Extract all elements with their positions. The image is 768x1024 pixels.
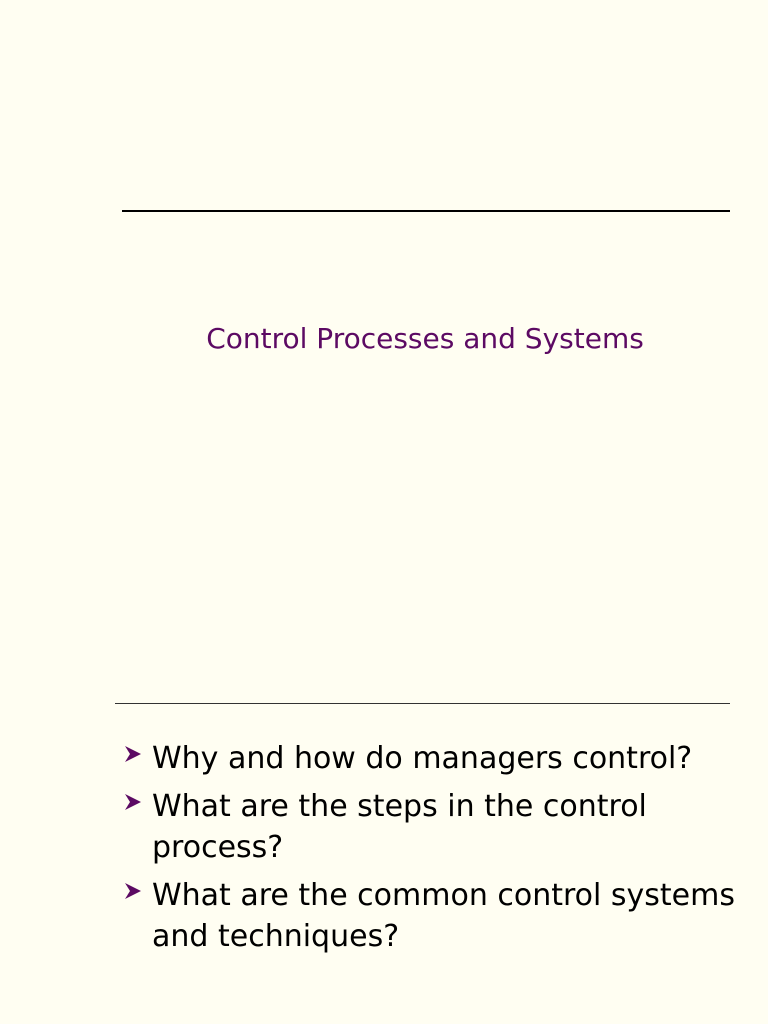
bullet-item xyxy=(122,738,742,779)
bullet-item xyxy=(122,786,742,868)
slide-title: Control Processes and Systems xyxy=(206,322,644,355)
arrow-bullet-icon xyxy=(124,793,142,811)
top-divider xyxy=(122,210,730,212)
bullet-text: What are the steps in the control process? xyxy=(152,789,647,865)
bullet-list xyxy=(122,738,742,964)
arrow-bullet-icon xyxy=(124,745,142,763)
arrow-bullet-icon xyxy=(124,882,142,900)
bullet-item xyxy=(122,875,742,957)
bullet-text: What are the common control systems and techniques? xyxy=(152,878,735,954)
bottom-divider xyxy=(115,703,730,704)
bullet-text: Why and how do managers control? xyxy=(152,741,693,776)
